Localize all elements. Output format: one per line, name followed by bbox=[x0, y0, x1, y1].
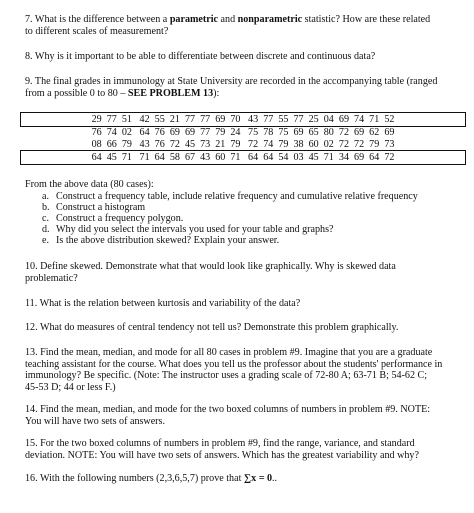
question-14: 14. Find the mean, median, and mode for the two boxed columns of numbers in problem #9. NOTE: You will have two sets of answers. bbox=[25, 404, 431, 427]
question-10: 10. Define skewed. Demonstrate what that would look like graphically. Why is skewed data problematic? bbox=[25, 261, 396, 284]
data-row-2: 76 74 02 64 76 69 69 77 79 24 75 78 75 69 65 80 72 69 62 69 bbox=[91, 127, 395, 138]
question-12: 12. What do measures of central tendency not tell us? Demonstrate this problem graphically. bbox=[25, 322, 399, 333]
question-9 bbox=[25, 76, 465, 99]
data-row-1: 29 77 51 42 55 21 77 77 69 70 43 77 55 77 25 04 69 74 71 52 bbox=[91, 114, 395, 125]
sub-item-e: e. Is the above distribution skewed? Explain your answer. bbox=[42, 235, 280, 246]
question-8: 8. Why is it important to be able to differentiate between discrete and continuous data? bbox=[25, 51, 376, 62]
question-7-line-2: to different scales of measurement? bbox=[25, 25, 169, 37]
question-13: 13. Find the mean, median, and mode for all 80 cases in problem #9. Imagine that you are a graduate teaching assistant for the course. What does you tell us the professor about the students' performance in immunology? Be specific. (Note: The instructor uses a grading scale of 72-80 A; 63-71 B; 54-62 C; 45-53 D; 44 or less F.) bbox=[25, 347, 443, 393]
data-row-3: 08 66 79 43 76 72 45 73 21 79 72 74 79 38 60 02 72 72 79 73 bbox=[91, 139, 395, 150]
sum-formula: ∑x = 0 bbox=[243, 473, 273, 484]
question-15: 15. For the two boxed columns of numbers in problem #9, find the range, variance, and standard deviation. NOTE: You will have two sets of answers. Which has the greatest variability and why? bbox=[25, 438, 419, 461]
sub-item-c: c. Construct a frequency polygon. bbox=[42, 213, 184, 224]
sub-questions-intro: From the above data (80 cases): bbox=[25, 179, 154, 190]
question-9-line-2: from a possible 0 to 80 – SEE PROBLEM 13): bbox=[25, 87, 220, 99]
question-7-line-1: 7. What is the difference between a parametric and nonparametric statistic? How are these related bbox=[25, 14, 431, 25]
sub-item-b: b. Construct a histogram bbox=[42, 202, 146, 213]
question-16: 16. With the following numbers (2,3,6,5,7) prove that ∑x = 0.. bbox=[25, 473, 278, 484]
question-11: 11. What is the relation between kurtosis and variability of the data? bbox=[25, 298, 301, 309]
term-nonparametric: nonparametric bbox=[237, 14, 303, 25]
question-9-line-1: 9. The final grades in immunology at State University are recorded in the accompanying table (ranged bbox=[25, 76, 438, 87]
grades-table bbox=[23, 114, 463, 166]
term-parametric: parametric bbox=[169, 14, 219, 25]
sub-item-d: d. Why did you select the intervals you used for your table and graphs? bbox=[42, 224, 334, 235]
see-problem-13: SEE PROBLEM 13 bbox=[127, 87, 214, 99]
sub-item-a: a. Construct a frequency table, include relative frequency and cumulative relative frequency bbox=[42, 191, 418, 202]
question-7 bbox=[25, 14, 465, 37]
data-row-4: 64 45 71 71 64 58 67 43 60 71 64 64 54 03 45 71 34 69 64 72 bbox=[91, 152, 395, 163]
